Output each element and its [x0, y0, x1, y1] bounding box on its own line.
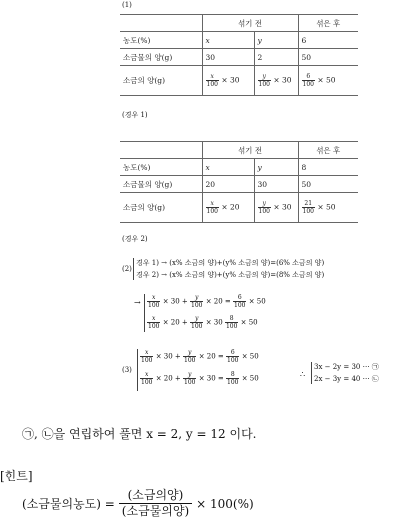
case1-label: (경우 1)	[122, 111, 148, 119]
hint-fraction: $\frac{\text{(소금의양)}}{\text{(소금물의양)}}$	[119, 488, 192, 519]
part2-eq-brace	[144, 294, 145, 332]
part2-brace	[133, 258, 134, 280]
system-eq2: 2x − 3y = 40 ⋯ ㉡	[314, 375, 379, 383]
part3-brace	[137, 349, 138, 391]
part2-label: (2)	[122, 265, 132, 273]
part2-eq2: $\frac{x}{100}$ × 20 + $\frac{y}{100}$ × 30 $\frac{8}{100}$ × 50	[148, 315, 258, 330]
hint-rhs: × 100(%)	[196, 496, 254, 511]
header-before: 섞기 전	[202, 15, 298, 32]
part3-eq1: $\frac{x}{100}$ × 30 + $\frac{y}{100}$ × 20 = $\frac{6}{100}$ × 50	[141, 349, 259, 364]
part3-eq2: $\frac{x}{100}$ × 20 + $\frac{y}{100}$ × 30 = $\frac{8}{100}$ × 50	[141, 371, 259, 386]
part2-eq1: $\frac{x}{100}$ × 30 + $\frac{y}{100}$ × 20 = $\frac{6}{100}$ × 50	[148, 294, 266, 309]
case2-table: 섞기 전 섞은 후 농도(%) x y 8 소금물의 양(g) 20 30 50 소금의 양(g) $\frac{x}{100}$ × 20 $\frac{y}{100}$ × 30 $\frac{21}{100}$ × 50	[120, 141, 358, 223]
solution-text: ㉠, ㉡을 연립하여 풀면 x = 2, y = 12 이다.	[22, 427, 257, 441]
row-brine-label: 소금물의 양(g)	[120, 49, 202, 66]
part3-label: (3)	[122, 366, 132, 374]
part1-label: (1)	[122, 1, 132, 9]
hint-formula	[22, 488, 254, 519]
header-after: 섞은 후	[298, 15, 358, 32]
part2-line2: 경우 2) → (x% 소금의 양)+(y% 소금의 양)=(8% 소금의 양)	[136, 271, 325, 279]
part2-arrow: →	[134, 298, 141, 307]
part2-line1: 경우 1) → (x% 소금의 양)+(y% 소금의 양)=(6% 소금의 양)	[136, 259, 325, 267]
hint-label: [힌트]	[0, 469, 33, 483]
row-salt-label: 소금의 양(g)	[120, 66, 202, 96]
case1-table: 섞기 전 섞은 후 농도(%) x y 6 소금물의 양(g) 30 2 50 소금의 양(g) $\frac{x}{100}$ × 30 $\frac{y}{100}$ × 30 $\frac{6}{100}$ × 50	[120, 14, 358, 96]
system-brace	[311, 362, 312, 384]
row-concentration-label: 농도(%)	[120, 32, 202, 49]
system-eq1: 3x − 2y = 30 ⋯ ㉠	[314, 363, 379, 371]
hint-lhs: (소금물의농도) =	[22, 497, 115, 511]
case2-label: (경우 2)	[122, 235, 148, 243]
therefore-symbol: ∴	[300, 370, 306, 379]
